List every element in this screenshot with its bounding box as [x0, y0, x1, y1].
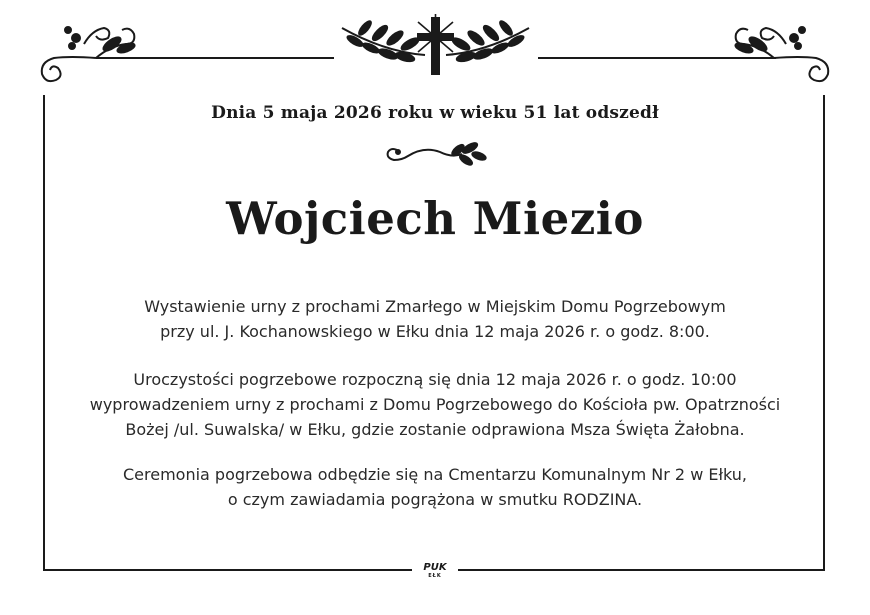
paragraph-line: wyprowadzeniem urny z prochami z Domu Pogrzebowego do Kościoła pw. Opatrzności	[89, 395, 781, 414]
puk-logo	[412, 563, 458, 579]
logo-line-1: PUK	[423, 562, 447, 573]
paragraph-line: Uroczystości pogrzebowe rozpoczną się dnia 12 maja 2026 r. o godz. 10:00	[133, 370, 737, 389]
deceased-name: Wojciech Miezio	[226, 192, 644, 245]
paragraph-line: Ceremonia pogrzebowa odbędzie się na Cmentarzu Komunalnym Nr 2 w Ełku,	[122, 465, 748, 484]
paragraph-line: Wystawienie urny z prochami Zmarłego w Miejskim Domu Pogrzebowym	[144, 297, 726, 316]
paragraph-ceremony	[60, 367, 810, 442]
laurel-left-icon	[342, 19, 425, 64]
laurel-right-icon	[446, 19, 529, 64]
paragraph-line: Bożej /ul. Suwalska/ w Ełku, gdzie zostanie odprawiona Msza Święta Żałobna.	[125, 420, 745, 439]
corner-scroll-right-icon	[734, 27, 828, 81]
paragraph-viewing	[60, 294, 810, 344]
corner-scroll-left-icon	[42, 27, 136, 81]
logo-line-2: EŁK	[428, 573, 442, 579]
paragraph-line: o czym zawiadamia pogrążona w smutku RODZINA.	[227, 490, 643, 509]
top-border-right	[538, 57, 776, 59]
paragraph-line: przy ul. J. Kochanowskiego w Ełku dnia 12 maja 2026 r. o godz. 8:00.	[160, 322, 710, 341]
paragraph-burial	[60, 462, 810, 512]
cross-icon	[417, 14, 454, 75]
top-border-left	[96, 57, 334, 59]
intro-text: Dnia 5 maja 2026 roku w wieku 51 lat odszedł	[211, 103, 659, 123]
